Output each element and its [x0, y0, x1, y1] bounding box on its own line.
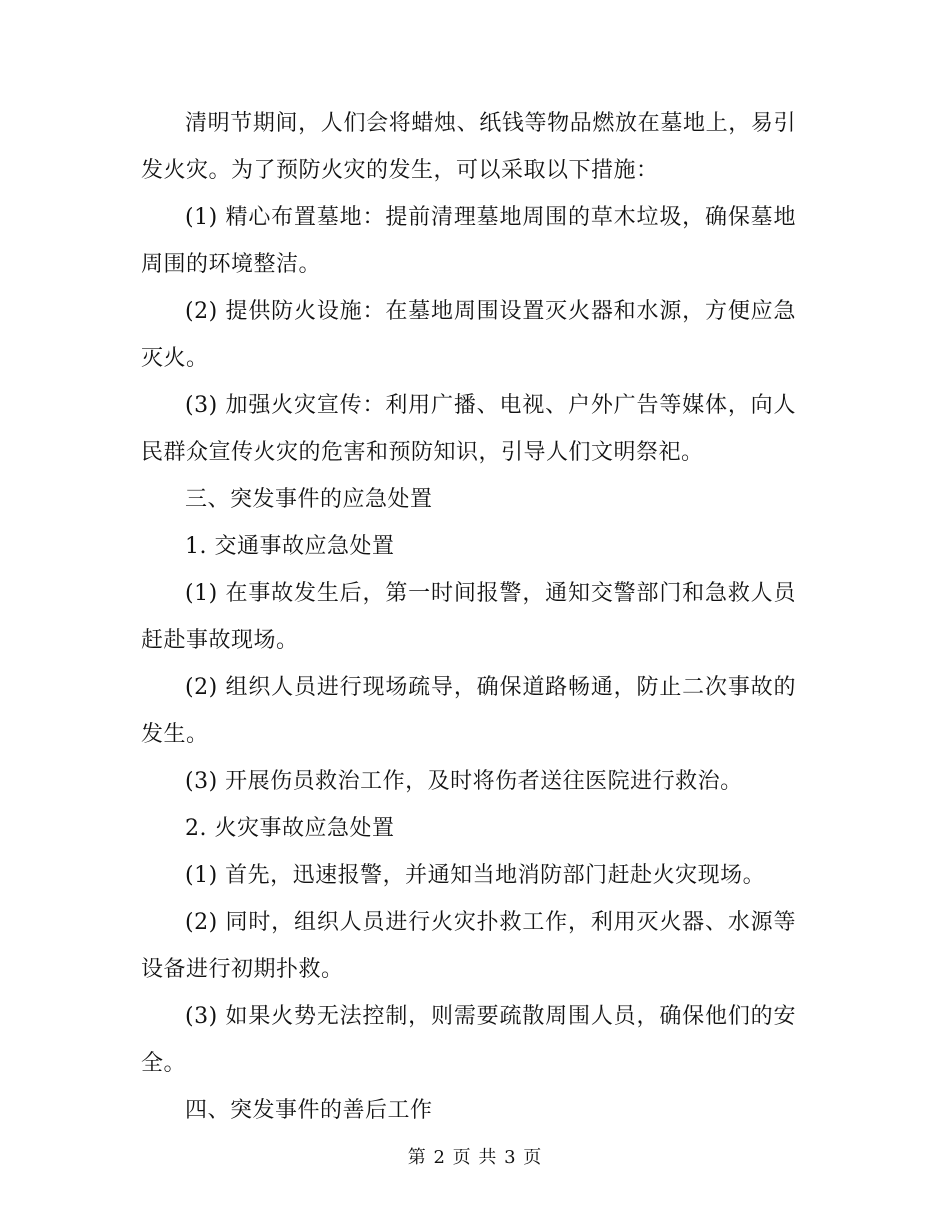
paragraph-traffic-step-3: (3) 开展伤员救治工作，及时将伤者送往医院进行救治。 — [185, 769, 743, 794]
paragraph-traffic-step-2: (2) 组织人员进行现场疏导，确保道路畅通，防止二次事故的发生。 — [141, 675, 796, 747]
paragraph-fire-step-3: (3) 如果火势无法控制，则需要疏散周围人员，确保他们的安全。 — [141, 1004, 796, 1076]
subheading-fire-accident: 2. 火灾事故应急处置 — [185, 816, 395, 841]
paragraph-fire-step-1: (1) 首先，迅速报警，并通知当地消防部门赶赴火灾现场。 — [185, 863, 766, 888]
paragraph-fire-intro: 清明节期间，人们会将蜡烛、纸钱等物品燃放在墓地上，易引发火灾。为了预防火灾的发生，可以采取以下措施： — [141, 111, 796, 183]
paragraph-measure-2: (2) 提供防火设施：在墓地周围设置灭火器和水源，方便应急灭火。 — [141, 299, 796, 371]
paragraph-traffic-step-1: (1) 在事故发生后，第一时间报警，通知交警部门和急救人员赶赴事故现场。 — [141, 581, 796, 653]
paragraph-measure-1: (1) 精心布置墓地：提前清理墓地周围的草木垃圾，确保墓地周围的环境整洁。 — [141, 205, 796, 277]
paragraph-fire-step-2: (2) 同时，组织人员进行火灾扑救工作，利用灭火器、水源等设备进行初期扑救。 — [141, 910, 796, 982]
document-body — [141, 100, 796, 1134]
subheading-traffic-accident: 1. 交通事故应急处置 — [185, 534, 395, 559]
section-heading-aftermath: 四、突发事件的善后工作 — [185, 1098, 433, 1123]
section-heading-emergency-response: 三、突发事件的应急处置 — [185, 487, 433, 512]
paragraph-measure-3: (3) 加强火灾宣传：利用广播、电视、户外广告等媒体，向人民群众宣传火灾的危害和预防知识，引导人们文明祭祀。 — [141, 393, 796, 465]
page-number-footer: 第 2 页 共 3 页 — [407, 1147, 543, 1168]
